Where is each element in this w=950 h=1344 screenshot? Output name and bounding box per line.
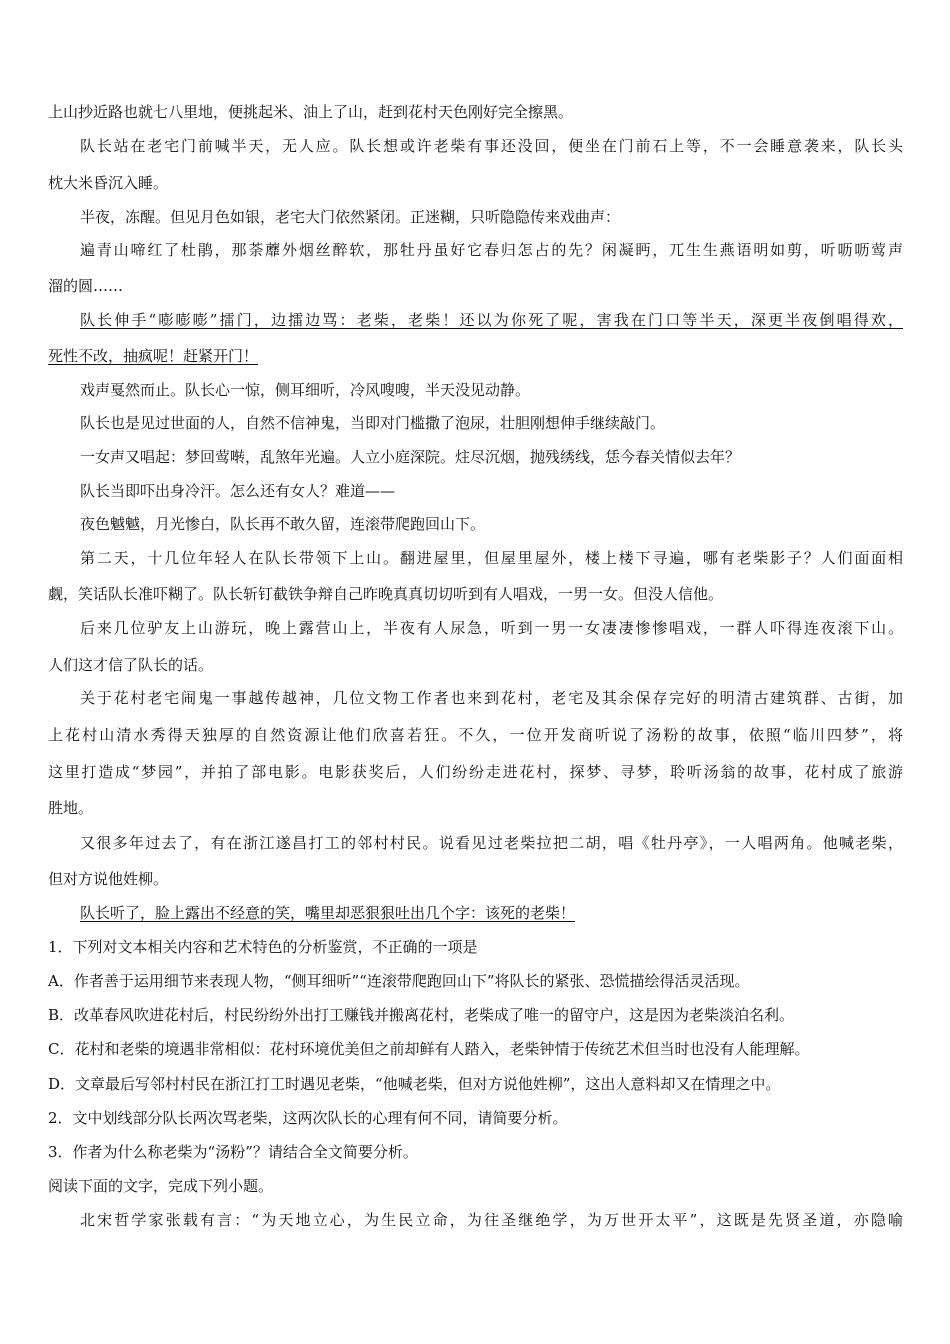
option-c: C．花村和老柴的境遇非常相似：花村环境优美但之前却鲜有人踏入，老柴钟情于传统艺术但当时也没有人能理解。 (48, 1040, 810, 1058)
text-line: 又很多年过去了，有在浙江遂昌打工的邻村村民。说看见过老柴拉把二胡，唱《牡丹亭》，一人唱两角。他喊老柴， (80, 834, 903, 852)
text-line: 但对方说他姓柳。 (48, 870, 169, 888)
reading-instruction: 阅读下面的文字，完成下列小题。 (48, 1177, 274, 1195)
text-line: 队长当即吓出身冷汗。怎么还有女人？难道—— (80, 482, 396, 500)
text-line: 上花村山清水秀得天独厚的自然资源让他们欣喜若狂。不久，一位开发商听说了汤粉的故事，依照“临川四梦”，将 (48, 726, 903, 744)
question-2: 2．文中划线部分队长两次骂老柴，这两次队长的心理有何不同，请简要分析。 (48, 1109, 568, 1127)
option-b: B．改革春风吹进花村后，村民纷纷外出打工赚钱并搬离花村，老柴成了唯一的留守户，这是因为老柴淡泊名利。 (48, 1006, 795, 1024)
text-line: 上山抄近路也就七八里地，便挑起米、油上了山，赶到花村天色刚好完全擦黑。 (48, 103, 574, 121)
question-3: 3．作者为什么称老柴为“汤粉”？请结合全文简要分析。 (48, 1143, 418, 1161)
text-line: 北宋哲学家张载有言：“为天地立心，为生民立命，为往圣继绝学，为万世开太平”，这既是先贤圣道，亦隐喻 (80, 1211, 903, 1229)
text-line: 这里打造成“梦园”，并拍了部电影。电影获奖后，人们纷纷走进花村，探梦、寻梦，聆听汤翁的故事，花村成了旅游 (48, 763, 903, 781)
text-line: 人们这才信了队长的话。 (48, 656, 214, 674)
option-d: D．文章最后写邻村村民在浙江打工时遇见老柴，“他喊老柴，但对方说他姓柳”，这出人意料却又在情理之中。 (48, 1075, 781, 1093)
text-line: 觑，笑话队长准吓糊了。队长斩钉截铁争辩自己昨晚真真切切听到有人唱戏，一男一女。但没人信他。 (48, 585, 724, 603)
text-line: 夜色魆魆，月光惨白，队长再不敢久留，连滚带爬跑回山下。 (80, 515, 486, 533)
option-a: A．作者善于运用细节来表现人物，“侧耳细听”“连滚带爬跑回山下”将队长的紧张、恐慌描绘得活灵活现。 (48, 972, 750, 990)
text-line: 后来几位驴友上山游玩，晚上露营山上，半夜有人尿急，听到一男一女凄凄惨惨唱戏，一群人吓得连夜滚下山。 (80, 619, 903, 637)
text-line: 半夜，冻醒。但见月色如银，老宅大门依然紧闭。正迷糊，只听隐隐传来戏曲声： (80, 208, 621, 226)
text-line: 关于花村老宅闹鬼一事越传越神，几位文物工作者也来到花村，老宅及其余保存完好的明清古建筑群、古街，加 (80, 689, 903, 707)
text-line: 队长站在老宅门前喊半天，无人应。队长想或许老柴有事还没回，便坐在门前石上等，不一会睡意袭来，队长头 (80, 137, 903, 155)
text-line: 队长也是见过世面的人，自然不信神鬼，当即对门槛撒了泡尿，壮胆刚想伸手继续敲门。 (80, 414, 666, 432)
underlined-text-line: 队长伸手“嘭嘭嘭”擂门，边擂边骂：老柴，老柴！还以为你死了呢，害我在门口等半天，深更半夜倒唱得欢， (80, 311, 903, 329)
text-line: 第二天，十几位年轻人在队长带领下上山。翻进屋里，但屋里屋外，楼上楼下寻遍，哪有老柴影子？人们面面相 (80, 549, 903, 567)
text-line: 胜地。 (48, 799, 94, 817)
question-1: 1．下列对文本相关内容和艺术特色的分析鉴赏，不正确的一项是 (48, 938, 478, 956)
underlined-text-line: 死性不改，抽疯呢！赶紧开门！ (48, 347, 259, 365)
text-line: 戏声戛然而止。队长心一惊，侧耳细听，冷风嗖嗖，半天没见动静。 (80, 381, 531, 399)
text-line: 遍青山啼红了杜鹃，那荼蘼外烟丝醉软，那牡丹虽好它春归怎占的先？闲凝眄，兀生生燕语明如剪，听呖呖莺声 (80, 241, 903, 259)
underlined-text-line: 队长听了，脸上露出不经意的笑，嘴里却恶狠狠吐出几个字：该死的老柴！ (80, 904, 576, 922)
text-line: 枕大米昏沉入睡。 (48, 174, 169, 192)
text-line: 一女声又唱起：梦回莺啭，乱煞年光遍。人立小庭深院。炷尽沉烟，抛残绣线，恁今春关情似去年？ (80, 448, 741, 466)
text-line: 溜的圆…… (48, 277, 124, 295)
